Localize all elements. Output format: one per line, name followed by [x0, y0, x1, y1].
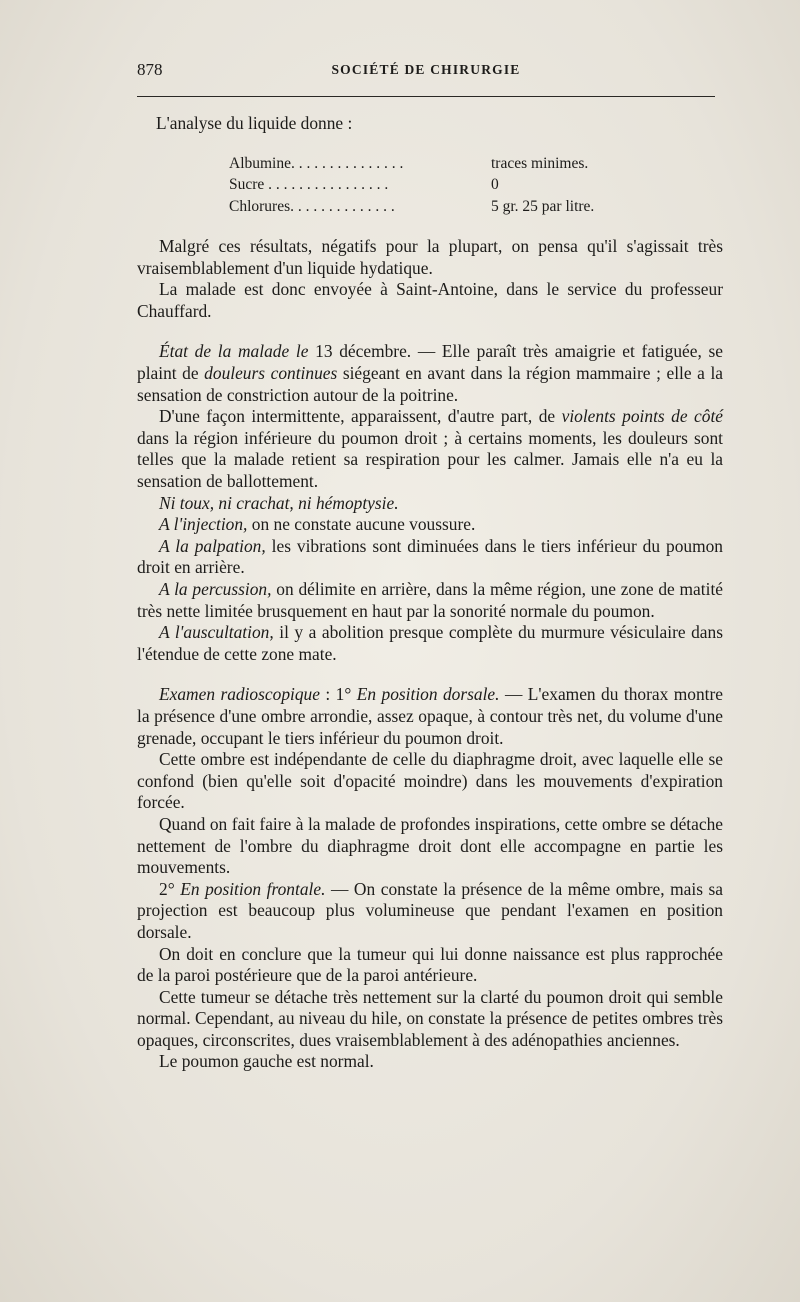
paragraph: Cette tumeur se détache très nettement sur la clarté du poumon droit qui semble normal. Cependant, au niveau du hile, on constate la présence de petites ombres très opaques, circonscrites, dues vraisemblablement à des adénopathies anciennes. — [137, 986, 723, 1050]
paragraph: A l'injection, on ne constate aucune voussure. — [159, 514, 476, 535]
paragraph: On doit en conclure que la tumeur qui lui donne naissance est plus rapprochée de la paroi postérieure que de la paroi antérieure. — [137, 943, 723, 986]
paragraph: Malgré ces résultats, négatifs pour la plupart, on pensa qu'il s'agissait très vraisemblablement d'un liquide hydatique. — [137, 236, 723, 278]
analysis-value: traces minimes. — [491, 154, 589, 172]
analysis-intro: L'analyse du liquide donne : — [156, 113, 353, 133]
analysis-row — [229, 174, 723, 196]
paragraph: A la palpation, les vibrations sont diminuées dans le tiers inférieur du poumon droit en arrière. — [137, 535, 724, 578]
analysis-label: Sucre . . . . . . . . . . . . . . . . — [229, 176, 389, 194]
italic-heading: État de la malade le — [159, 341, 309, 362]
paragraph: La malade est donc envoyée à Saint-Antoine, dans le service du professeur Chauffard. — [137, 279, 723, 321]
analysis-value: 5 gr. 25 par litre. — [491, 197, 595, 215]
paragraph: A l'auscultation, il y a abolition presque complète du murmure vésiculaire dans l'étendue de cette zone mate. — [137, 622, 723, 664]
analysis-label: Chlorures. . . . . . . . . . . . . . — [229, 197, 395, 215]
paragraph: État de la malade le 13 décembre. — Elle paraît très amaigrie et fatiguée, se plaint de douleurs continues siégeant en avant dans la région mammaire ; elle a la sensation de constriction autour de la poitrine. — [137, 341, 724, 405]
analysis-row — [229, 196, 723, 218]
body-text — [137, 113, 723, 1073]
paragraph: A la percussion, on délimite en arrière, dans la même région, une zone de matité très nette limitée brusquement en haut par la sonorité normale du poumon. — [137, 579, 723, 621]
paragraph: Le poumon gauche est normal. — [159, 1051, 374, 1072]
analysis-table — [229, 153, 723, 218]
analysis-value: 0 — [491, 176, 499, 194]
header-rule — [137, 96, 715, 97]
paragraph: Examen radioscopique : 1° En position dorsale. — L'examen du thorax montre la présence d'une ombre arrondie, assez opaque, à contour très net, du volume d'une grenade, occupant le tiers inférieur du poumon droit. — [137, 684, 723, 748]
page-number: 878 — [137, 60, 163, 79]
paragraph: Quand on fait faire à la malade de profondes inspirations, cette ombre se détache nettement de l'ombre du diaphragme droit dont elle accompagne en partie les mouvements. — [137, 813, 723, 878]
paragraph: Cette ombre est indépendante de celle du diaphragme droit, avec laquelle elle se confond (bien qu'elle soit d'opacité moindre) dans les mouvements d'expiration forcée. — [137, 749, 723, 813]
page-header — [137, 58, 715, 84]
paragraph: 2° En position frontale. — On constate la présence de la même ombre, mais sa projection est beaucoup plus volumineuse que pendant l'examen en position dorsale. — [137, 878, 724, 942]
analysis-row — [229, 153, 723, 175]
analysis-label: Albumine. . . . . . . . . . . . . . . — [229, 154, 404, 172]
paragraph: Ni toux, ni crachat, ni hémoptysie. — [159, 492, 399, 513]
running-title: SOCIÉTÉ DE CHIRURGIE — [331, 62, 521, 77]
paragraph: D'une façon intermittente, apparaissent, d'autre part, de violents points de côté dans la région inférieure du poumon droit ; à certains moments, les douleurs sont telles que la malade retient sa respiration pour les calmer. Jamais elle n'a eu la sensation de ballottement. — [137, 406, 723, 492]
